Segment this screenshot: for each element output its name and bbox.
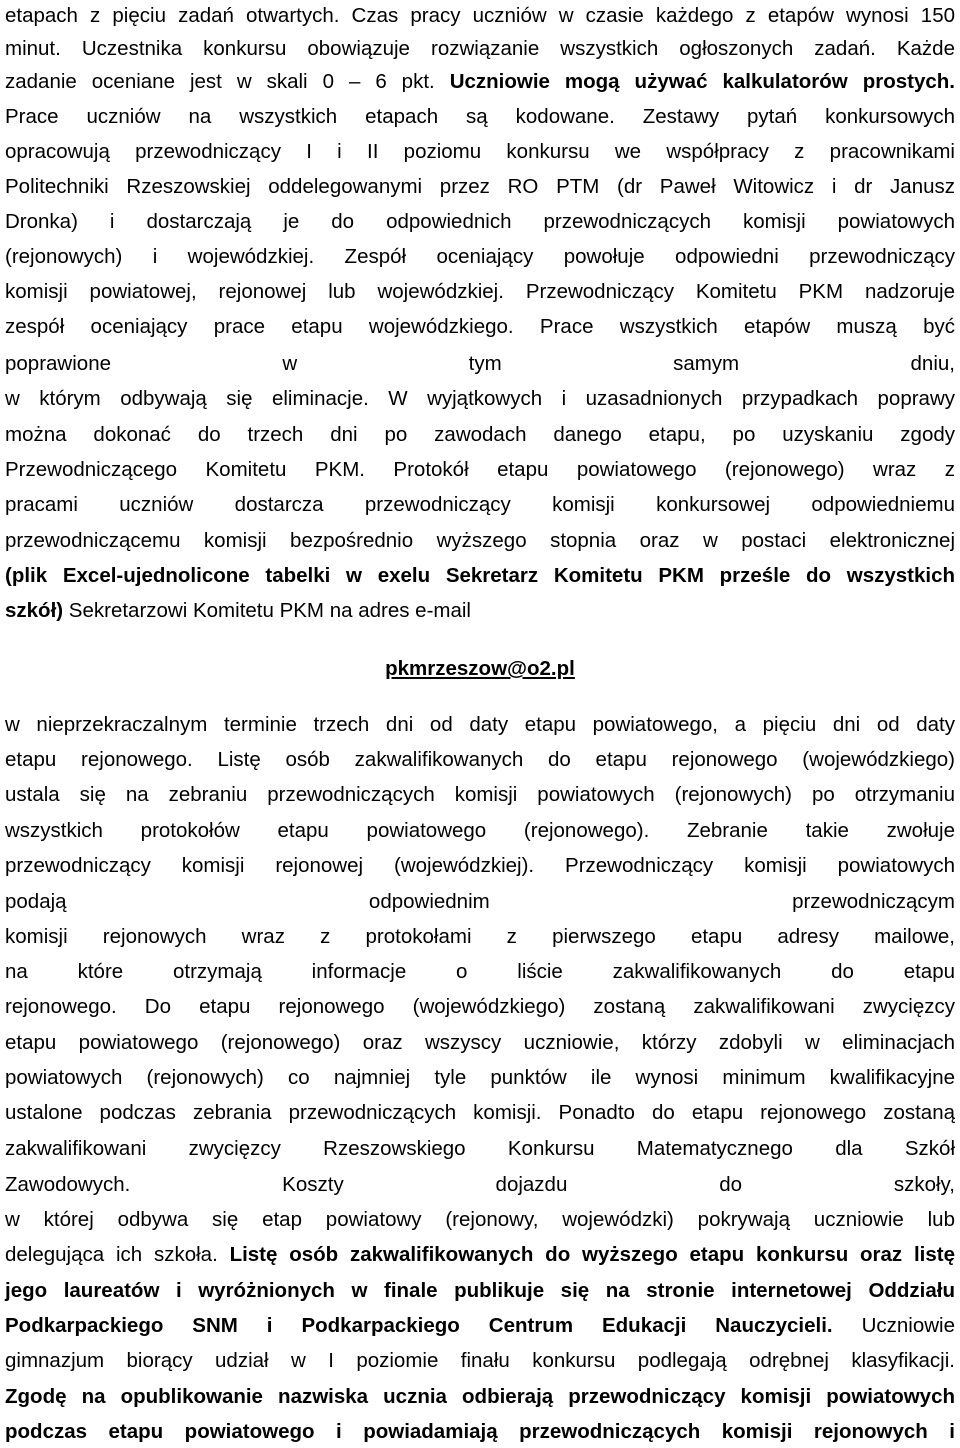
- bold-text-segment: szkół): [5, 599, 64, 622]
- paragraph-2-line: [5, 1204, 955, 1236]
- paragraph-1-line: [5, 454, 955, 486]
- text-segment: gimnazjum biorący udział w I poziomie finału konkursu podlegają odrębnej klasyfikacji.: [5, 1349, 955, 1372]
- text-segment: zakwalifikowani zwycięzcy Rzeszowskiego Konkursu Matematycznego dla Szkół: [5, 1137, 955, 1160]
- paragraph-1-line: [5, 595, 955, 627]
- text-segment: Zawodowych. Koszty dojazdu do szkoły,: [5, 1173, 955, 1196]
- paragraph-1-line: [5, 101, 955, 133]
- paragraph-1-line: [5, 0, 955, 32]
- text-segment: Sekretarzowi Komitetu PKM na adres e-mail: [63, 599, 471, 622]
- paragraph-1-line: [5, 489, 955, 521]
- bold-text-segment: Listę osób zakwalifikowanych do wyższego etapu konkursu oraz listę: [229, 1243, 955, 1266]
- paragraph-1-line: [5, 276, 955, 308]
- bold-text-segment: Podkarpackiego SNM i Podkarpackiego Centrum Edukacji Nauczycieli.: [5, 1314, 833, 1337]
- paragraph-1-line: [5, 525, 955, 557]
- paragraph-2-line: [5, 779, 955, 811]
- text-segment: przewodniczącemu komisji bezpośrednio wyższego stopnia oraz w postaci elektronicznej: [5, 529, 955, 552]
- text-segment: komisji rejonowych wraz z protokołami z pierwszego etapu adresy mailowe,: [5, 925, 955, 948]
- text-segment: powiatowych (rejonowych) co najmniej tyle punktów ile wynosi minimum kwalifikacyjne: [5, 1066, 955, 1089]
- paragraph-2-line: [5, 1381, 955, 1413]
- text-segment: poprawione w tym samym dniu,: [5, 352, 955, 375]
- paragraph-2-line: [5, 1310, 955, 1342]
- text-segment: etapu rejonowego. Listę osób zakwalifikowanych do etapu rejonowego (wojewódzkiego): [5, 748, 955, 771]
- text-segment: zadanie oceniane jest w skali 0 – 6 pkt.: [5, 70, 450, 93]
- bold-text-segment: Uczniowie mogą używać kalkulatorów prostych.: [449, 70, 955, 93]
- bold-text-segment: jego laureatów i wyróżnionych w finale publikuje się na stronie internetowej Oddziału: [5, 1279, 955, 1302]
- text-segment: podają odpowiednim przewodniczącym: [5, 890, 955, 913]
- paragraph-2-line: [5, 1133, 955, 1165]
- text-segment: Prace uczniów na wszystkich etapach są kodowane. Zestawy pytań konkursowych: [5, 105, 955, 128]
- text-segment: zespół oceniający prace etapu wojewódzkiego. Prace wszystkich etapów muszą być: [5, 315, 955, 338]
- paragraph-2-line: [5, 850, 955, 882]
- text-segment: komisji powiatowej, rejonowej lub wojewódzkiej. Przewodniczący Komitetu PKM nadzoruje: [5, 280, 955, 303]
- paragraph-1-line: [5, 241, 955, 273]
- paragraph-2-line: [5, 1027, 955, 1059]
- email-address: pkmrzeszow@o2.pl: [385, 657, 575, 680]
- paragraph-2-line: [5, 1345, 955, 1377]
- text-segment: delegująca ich szkoła.: [5, 1243, 230, 1266]
- paragraph-2-line: [5, 886, 955, 918]
- text-segment: Dronka) i dostarczają je do odpowiednich przewodniczących komisji powiatowych: [5, 210, 955, 233]
- paragraph-1-line: [5, 33, 955, 65]
- paragraph-2-line: [5, 1169, 955, 1201]
- text-segment: ustala się na zebraniu przewodniczących komisji powiatowych (rejonowych) po otrzymaniu: [5, 783, 955, 806]
- paragraph-2-line: [5, 1275, 955, 1307]
- paragraph-1-line: [5, 66, 955, 98]
- text-segment: minut. Uczestnika konkursu obowiązuje rozwiązanie wszystkich ogłoszonych zadań. Każde: [5, 37, 955, 60]
- text-segment: wszystkich protokołów etapu powiatowego (rejonowego). Zebranie takie zwołuje: [5, 819, 955, 842]
- paragraph-1-line: [5, 419, 955, 451]
- paragraph-1-line: [5, 311, 955, 343]
- bold-text-segment: Zgodę na opublikowanie nazwiska ucznia odbierają przewodniczący komisji powiatowych: [5, 1385, 955, 1408]
- text-segment: można dokonać do trzech dni po zawodach danego etapu, po uzyskaniu zgody: [5, 423, 955, 446]
- paragraph-2-line: [5, 921, 955, 953]
- paragraph-1-line: [5, 136, 955, 168]
- text-segment: ustalone podczas zebrania przewodniczących komisji. Ponadto do etapu rejonowego zostaną: [5, 1101, 955, 1124]
- text-segment: etapach z pięciu zadań otwartych. Czas pracy uczniów w czasie każdego z etapów wynosi 150: [5, 4, 955, 27]
- paragraph-2-line: [5, 1062, 955, 1094]
- text-segment: rejonowego. Do etapu rejonowego (wojewódzkiego) zostaną zakwalifikowani zwycięzcy: [5, 995, 955, 1018]
- paragraph-2-line: [5, 815, 955, 847]
- paragraph-2-line: [5, 709, 955, 741]
- paragraph-2-line: [5, 1239, 955, 1271]
- text-segment: pracami uczniów dostarcza przewodniczący komisji konkursowej odpowiedniemu: [5, 493, 955, 516]
- text-segment: w którym odbywają się eliminacje. W wyjątkowych i uzasadnionych przypadkach poprawy: [5, 387, 955, 410]
- text-segment: w której odbywa się etap powiatowy (rejonowy, wojewódzki) pokrywają uczniowie lub: [5, 1208, 955, 1231]
- text-segment: opracowują przewodniczący I i II poziomu konkursu we współpracy z pracownikami: [5, 140, 955, 163]
- text-segment: przewodniczący komisji rejonowej (wojewódzkiej). Przewodniczący komisji powiatowych: [5, 854, 955, 877]
- text-segment: Przewodniczącego Komitetu PKM. Protokół etapu powiatowego (rejonowego) wraz z: [5, 458, 955, 481]
- bold-text-segment: podczas etapu powiatowego i powiadamiają przewodniczących komisji rejonowych i: [5, 1420, 955, 1443]
- bold-text-segment: (plik Excel-ujednolicone tabelki w exelu Sekretarz Komitetu PKM prześle do wszystkich: [5, 564, 955, 587]
- text-segment: na które otrzymają informacje o liście zakwalifikowanych do etapu: [5, 960, 955, 983]
- paragraph-2-line: [5, 1416, 955, 1448]
- paragraph-1-line: [5, 383, 955, 415]
- text-segment: Politechniki Rzeszowskiej oddelegowanymi przez RO PTM (dr Paweł Witowicz i dr Janusz: [5, 175, 955, 198]
- text-segment: etapu powiatowego (rejonowego) oraz wszyscy uczniowie, którzy zdobyli w eliminacjach: [5, 1031, 955, 1054]
- paragraph-2-line: [5, 956, 955, 988]
- paragraph-1-line: [5, 171, 955, 203]
- text-segment: Uczniowie: [832, 1314, 955, 1337]
- paragraph-1-line: [5, 348, 955, 380]
- paragraph-1-line: [5, 206, 955, 238]
- paragraph-2-line: [5, 991, 955, 1023]
- paragraph-2-line: [5, 744, 955, 776]
- text-segment: (rejonowych) i wojewódzkiej. Zespół oceniający powołuje odpowiedni przewodniczący: [5, 245, 955, 268]
- paragraph-2-line: [5, 1097, 955, 1129]
- text-segment: w nieprzekraczalnym terminie trzech dni od daty etapu powiatowego, a pięciu dni od daty: [5, 713, 955, 736]
- paragraph-1-line: [5, 560, 955, 592]
